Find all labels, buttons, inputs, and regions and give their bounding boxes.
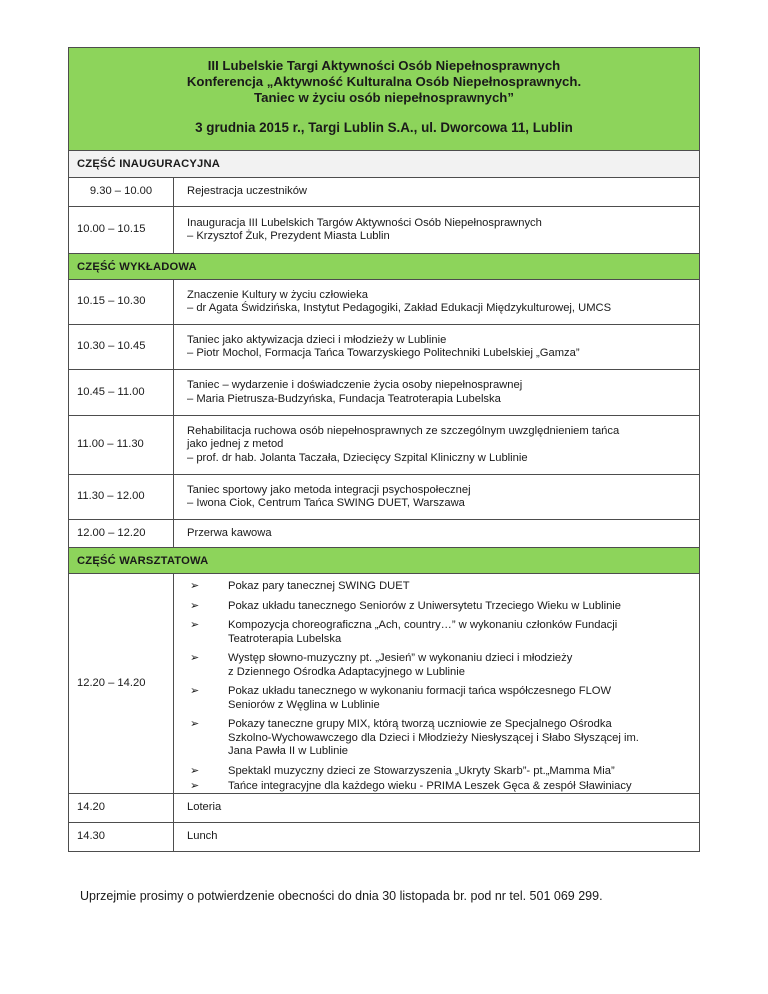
workshop-item-line: Pokaz układu tanecznego Seniorów z Uniwersytetu Trzeciego Wieku w Lublinie xyxy=(228,599,622,612)
conference-header xyxy=(69,48,699,151)
description-line: – dr Agata Świdzińska, Instytut Pedagogiki, Zakład Edukacji Międzykulturowej, UMCS xyxy=(187,302,612,314)
workshop-item xyxy=(190,600,691,614)
description-line: – Maria Pietrusza-Budzyńska, Fundacja Teatroterapia Lubelska xyxy=(187,392,501,405)
time-cell: 10.15 – 10.30 xyxy=(69,280,174,324)
schedule-row xyxy=(69,416,699,475)
time-cell: 9.30 – 10.00 xyxy=(69,178,174,206)
arrow-bullet-icon: ➢ xyxy=(190,619,200,631)
arrow-bullet-icon: ➢ xyxy=(190,599,200,612)
arrow-bullet-icon: ➢ xyxy=(190,764,200,777)
description-cell xyxy=(174,280,699,324)
description-line: Lunch xyxy=(187,830,218,843)
header-title-line: III Lubelskie Targi Aktywności Osób Niepełnosprawnych xyxy=(207,58,561,73)
workshop-item-line: Pokaz układu tanecznego w wykonaniu formacji tańca współczesnego FLOW xyxy=(228,685,612,697)
workshop-item xyxy=(190,580,691,594)
schedule-row xyxy=(69,207,699,254)
schedule-table xyxy=(68,47,700,852)
description-line: Loteria xyxy=(187,801,222,814)
time-cell: 11.30 – 12.00 xyxy=(69,475,174,519)
workshop-item-line: Szkolno-Wychowawczego dla Dzieci i Młodzieży Niesłyszącej i Słabo Słyszącej im. xyxy=(228,731,639,744)
description-cell xyxy=(174,520,699,547)
description-cell xyxy=(174,207,699,253)
schedule-row xyxy=(69,794,699,823)
arrow-bullet-icon: ➢ xyxy=(190,718,200,730)
description-cell xyxy=(174,416,699,474)
description-cell xyxy=(174,823,699,851)
description-line: jako jednej z metod xyxy=(187,438,284,451)
workshop-row xyxy=(69,574,699,794)
description-cell xyxy=(174,325,699,369)
description-cell xyxy=(174,794,699,822)
workshop-item xyxy=(190,619,691,646)
workshop-item xyxy=(190,685,691,712)
schedule-row xyxy=(69,280,699,325)
arrow-bullet-icon: ➢ xyxy=(190,685,200,697)
workshop-item xyxy=(190,780,691,794)
schedule-row xyxy=(69,178,699,207)
schedule-row xyxy=(69,520,699,548)
workshop-item-line: Spektakl muzyczny dzieci ze Stowarzyszenia „Ukryty Skarb”- pt.„Mamma Mia” xyxy=(228,764,615,777)
description-line: Taniec sportowy jako metoda integracji psychospołecznej xyxy=(187,483,471,496)
time-cell: 10.45 – 11.00 xyxy=(69,370,174,415)
description-cell xyxy=(174,178,699,206)
arrow-bullet-icon: ➢ xyxy=(190,652,200,664)
arrow-bullet-icon: ➢ xyxy=(190,580,200,592)
schedule-row xyxy=(69,370,699,416)
header-date-location: 3 grudnia 2015 r., Targi Lublin S.A., ul. Dworcowa 11, Lublin xyxy=(195,120,573,135)
workshop-item-line: Seniorów z Węglina w Lublinie xyxy=(228,698,380,711)
header-title-line: Konferencja „Aktywność Kulturalna Osób Niepełnosprawnych. xyxy=(186,74,582,89)
description-cell xyxy=(174,475,699,519)
schedule-row xyxy=(69,475,699,520)
description-line: Inauguracja III Lubelskich Targów Aktywności Osób Niepełnosprawnych xyxy=(187,216,542,229)
description-line: – Piotr Mochol, Formacja Tańca Towarzyskiego Politechniki Lubelskiej „Gamza” xyxy=(187,347,580,359)
time-cell: 14.20 xyxy=(69,794,174,822)
arrow-bullet-icon: ➢ xyxy=(190,780,200,792)
schedule-row xyxy=(69,823,699,852)
workshop-item-line: Pokaz pary tanecznej SWING DUET xyxy=(228,580,410,592)
workshop-item-line: Teatroterapia Lubelska xyxy=(228,632,342,645)
schedule-row xyxy=(69,325,699,370)
workshop-item-line: z Dziennego Ośrodka Adaptacyjnego w Lublinie xyxy=(228,665,465,678)
description-line: – prof. dr hab. Jolanta Taczała, Dziecięcy Szpital Kliniczny w Lublinie xyxy=(187,451,528,464)
workshop-item-line: Tańce integracyjne dla każdego wieku - PRIMA Leszek Gęca & zespół Sławiniacy xyxy=(228,780,632,792)
description-line: – Iwona Ciok, Centrum Tańca SWING DUET, Warszawa xyxy=(187,497,465,509)
workshop-item-line: Pokazy taneczne grupy MIX, którą tworzą uczniowie ze Specjalnego Ośrodka xyxy=(228,718,612,730)
description-line: Znaczenie Kultury w życiu człowieka xyxy=(187,288,368,301)
time-cell: 10.00 – 10.15 xyxy=(69,207,174,253)
description-line: Taniec jako aktywizacja dzieci i młodzieży w Lublinie xyxy=(187,333,447,346)
section-lectures: CZĘŚĆ WYKŁADOWA xyxy=(69,254,699,280)
time-cell: 11.00 – 11.30 xyxy=(69,416,174,474)
time-cell: 12.20 – 14.20 xyxy=(69,574,174,793)
workshop-item xyxy=(190,652,691,679)
time-cell: 12.00 – 12.20 xyxy=(69,520,174,547)
workshop-item-line: Jana Pawła II w Lublinie xyxy=(228,745,349,757)
section-workshops: CZĘŚĆ WARSZTATOWA xyxy=(69,548,699,574)
workshop-list xyxy=(174,574,699,793)
workshop-item xyxy=(190,765,691,779)
description-line: Rehabilitacja ruchowa osób niepełnosprawnych ze szczególnym uwzględnieniem tańca xyxy=(187,424,620,437)
description-line: Taniec – wydarzenie i doświadczenie życia osoby niepełnosprawnej xyxy=(187,379,523,391)
description-line: Rejestracja uczestników xyxy=(187,185,308,198)
section-inauguration: CZĘŚĆ INAUGURACYJNA xyxy=(69,151,699,178)
description-line: – Krzysztof Żuk, Prezydent Miasta Lublin xyxy=(187,230,390,242)
header-title-line: Taniec w życiu osób niepełnosprawnych” xyxy=(254,90,514,105)
workshop-item-line: Kompozycja choreograficzna „Ach, country…” w wykonaniu członków Fundacji xyxy=(228,619,618,631)
time-cell: 14.30 xyxy=(69,823,174,851)
description-line: Przerwa kawowa xyxy=(187,526,272,539)
workshop-item xyxy=(190,718,691,759)
time-cell: 10.30 – 10.45 xyxy=(69,325,174,369)
rsvp-note: Uprzejmie prosimy o potwierdzenie obecności do dnia 30 listopada br. pod nr tel. 501 069 299. xyxy=(80,889,603,903)
description-cell xyxy=(174,370,699,415)
workshop-item-line: Występ słowno-muzyczny pt. „Jesień” w wykonaniu dzieci i młodzieży xyxy=(228,652,573,664)
